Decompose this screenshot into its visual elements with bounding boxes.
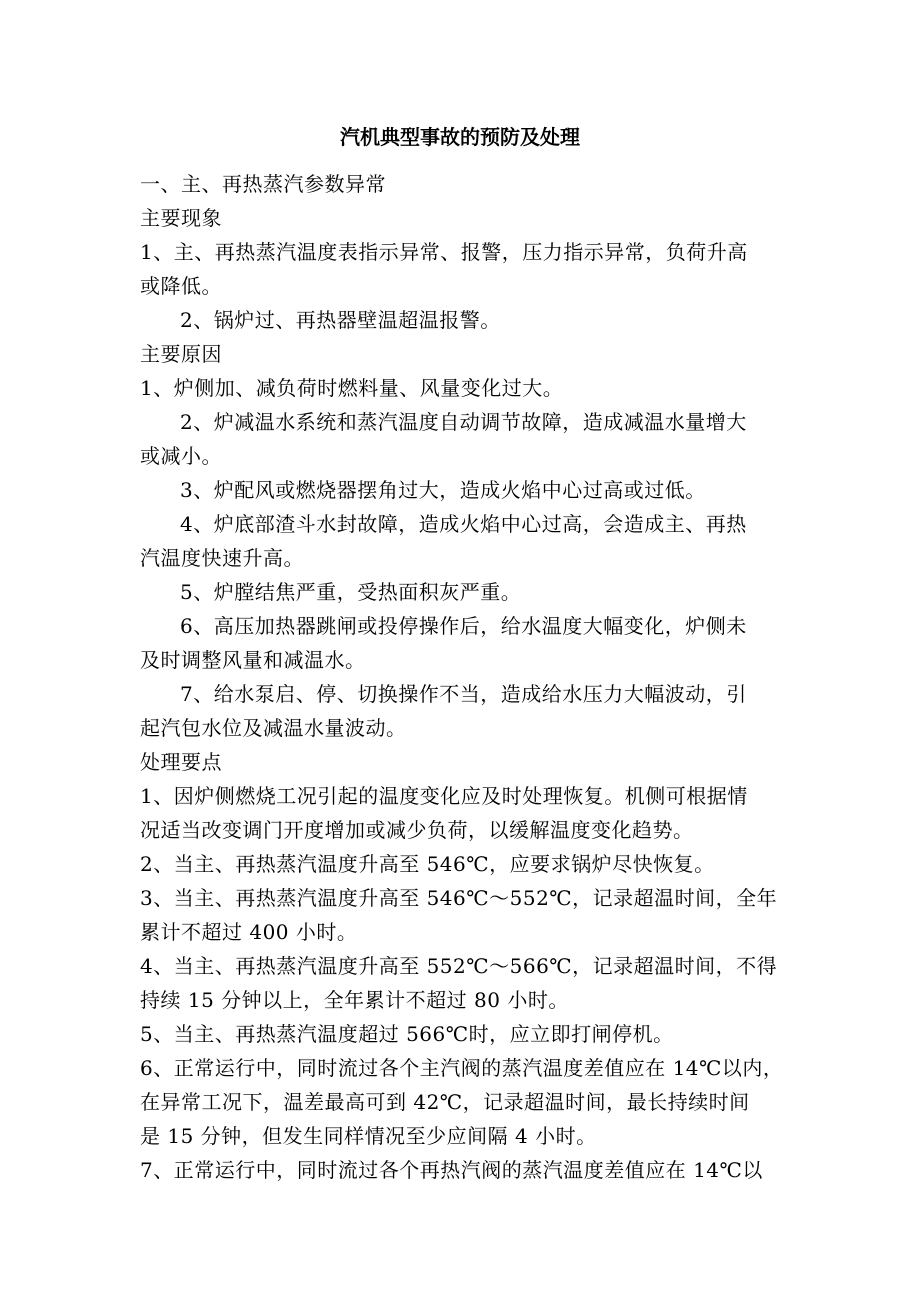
paragraph-line: 6、正常运行中，同时流过各个主汽阀的蒸汽温度差值应在 14℃以内， bbox=[140, 1056, 784, 1080]
paragraph-line: 2、锅炉过、再热器壁温超温报警。 bbox=[180, 308, 501, 332]
paragraph-line: 2、当主、再热蒸汽温度升高至 546℃，应要求锅炉尽快恢复。 bbox=[140, 852, 715, 876]
paragraph-line: 况适当改变调门开度增加或减少负荷，以缓解温度变化趋势。 bbox=[140, 818, 694, 842]
paragraph-line: 累计不超过 400 小时。 bbox=[140, 920, 358, 944]
paragraph-line: 7、给水泵启、停、切换操作不当，造成给水压力大幅波动，引 bbox=[180, 682, 747, 706]
paragraph-line: 持续 15 分钟以上，全年累计不超过 80 小时。 bbox=[140, 988, 569, 1012]
paragraph-line: 汽温度快速升高。 bbox=[140, 546, 304, 570]
paragraph-line: 5、当主、再热蒸汽温度超过 566℃时，应立即打闸停机。 bbox=[140, 1022, 674, 1046]
paragraph-line: 起汽包水位及减温水量波动。 bbox=[140, 716, 407, 740]
paragraph-line: 或降低。 bbox=[140, 274, 222, 298]
paragraph-line: 3、当主、再热蒸汽温度升高至 546℃～552℃，记录超温时间，全年 bbox=[140, 886, 778, 910]
paragraph-line: 3、炉配风或燃烧器摆角过大，造成火焰中心过高或过低。 bbox=[180, 478, 706, 502]
paragraph-line: 7、正常运行中，同时流过各个再热汽阀的蒸汽温度差值应在 14℃以 bbox=[140, 1158, 763, 1182]
paragraph-line: 5、炉膛结焦严重，受热面积灰严重。 bbox=[180, 580, 522, 604]
paragraph-line: 或减小。 bbox=[140, 444, 222, 468]
paragraph-line: 4、炉底部渣斗水封故障，造成火焰中心过高，会造成主、再热 bbox=[180, 512, 747, 536]
document-title: 汽机典型事故的预防及处理 bbox=[340, 125, 580, 149]
paragraph-line: 在异常工况下，温差最高可到 42℃，记录超温时间，最长持续时间 bbox=[140, 1090, 750, 1114]
section-heading: 一、主、再热蒸汽参数异常 bbox=[140, 172, 386, 196]
paragraph-line: 是 15 分钟，但发生同样情况至少应间隔 4 小时。 bbox=[140, 1124, 597, 1148]
subheading-causes: 主要原因 bbox=[140, 342, 222, 366]
paragraph-line: 及时调整风量和减温水。 bbox=[140, 648, 366, 672]
subheading-handling: 处理要点 bbox=[140, 750, 222, 774]
paragraph-line: 4、当主、再热蒸汽温度升高至 552℃～566℃，记录超温时间，不得 bbox=[140, 954, 778, 978]
paragraph-line: 1、因炉侧燃烧工况引起的温度变化应及时处理恢复。机侧可根据情 bbox=[140, 784, 748, 808]
paragraph-line: 2、炉减温水系统和蒸汽温度自动调节故障，造成减温水量增大 bbox=[180, 410, 747, 434]
paragraph-line: 1、主、再热蒸汽温度表指示异常、报警，压力指示异常，负荷升高 bbox=[140, 240, 748, 264]
subheading-symptoms: 主要现象 bbox=[140, 206, 222, 230]
paragraph-line: 1、炉侧加、减负荷时燃料量、风量变化过大。 bbox=[140, 376, 564, 400]
paragraph-line: 6、高压加热器跳闸或投停操作后，给水温度大幅变化，炉侧未 bbox=[180, 614, 747, 638]
